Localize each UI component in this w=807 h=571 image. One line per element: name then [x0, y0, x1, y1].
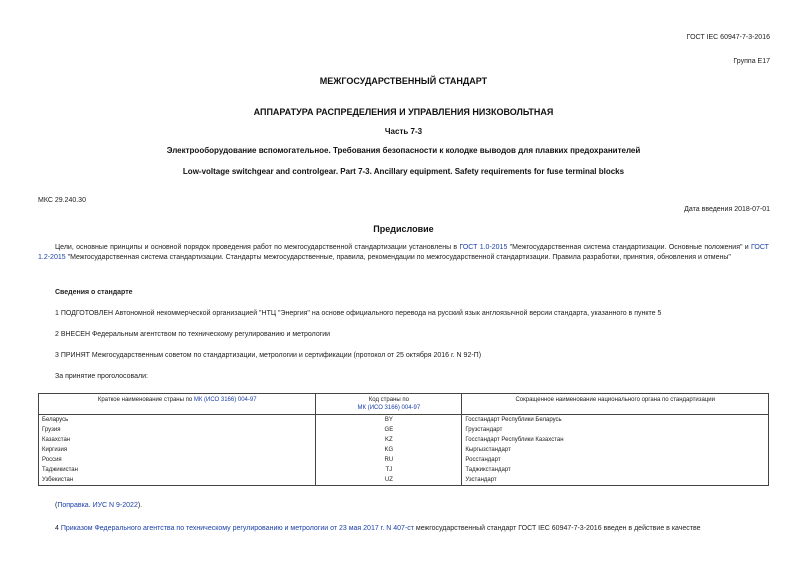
code-cell: TJ — [316, 465, 462, 475]
order-text: межгосударственный стандарт ГОСТ IEC 60947-7-3-2016 введен в действие в качестве — [413, 525, 701, 532]
column-header-country — [39, 394, 316, 415]
body-cell: Госстандарт Республики Беларусь — [462, 415, 769, 426]
table-row — [39, 415, 769, 426]
body-cell: Кыргызстандарт — [462, 445, 769, 455]
intro-text-part: "Межгосударственная система стандартизации. Стандарты межгосударственные, правила, рекомендации по межгосударственной стандартизации. Правила разработки, принятия, обновления и отмены" — [65, 254, 731, 261]
amendment-note — [55, 502, 142, 509]
voting-countries-table — [38, 393, 769, 486]
subtitle-english: Low-voltage switchgear and controlgear. Part 7-3. Ancillary equipment. Safety requirements for fuse terminal blocks — [182, 167, 625, 176]
code-cell: RU — [316, 455, 462, 465]
table-row — [39, 465, 769, 475]
body-cell: Таджикстандарт — [462, 465, 769, 475]
gost-1-2-link[interactable]: ГОСТ 1.2-2015 — [38, 244, 769, 261]
standard-info-heading: Сведения о стандарте — [55, 289, 133, 296]
amendment-link[interactable]: Поправка. ИУС N 9-2022 — [57, 502, 138, 509]
body-cell: Грузстандарт — [462, 425, 769, 435]
preface-intro-paragraph — [38, 243, 769, 263]
country-cell: Грузия — [39, 425, 316, 435]
table-row — [39, 435, 769, 445]
group-code: Группа Е17 — [733, 58, 770, 65]
code-cell: KG — [316, 445, 462, 455]
standard-type-heading: МЕЖГОСУДАРСТВЕННЫЙ СТАНДАРТ — [319, 76, 488, 86]
body-cell: Госстандарт Республики Казахстан — [462, 435, 769, 445]
item-number: 4 — [55, 525, 61, 532]
country-cell: Киргизия — [39, 445, 316, 455]
subtitle-russian: Электрооборудование вспомогательное. Требования безопасности к колодке выводов для плавких предохранителей — [166, 146, 641, 155]
code-cell: KZ — [316, 435, 462, 445]
intro-text-part: Цели, основные принципы и основной порядок проведения работ по межгосударственной стандартизации установлены в — [55, 244, 460, 251]
gost-1-0-link[interactable]: ГОСТ 1.0-2015 — [459, 244, 508, 251]
code-cell: GE — [316, 425, 462, 435]
table-row — [39, 425, 769, 435]
code-cell: BY — [316, 415, 462, 426]
amendment-paren: ( — [55, 502, 58, 509]
document-id: ГОСТ IEC 60947-7-3-2016 — [686, 34, 770, 41]
header-text: Краткое наименование страны по — [97, 397, 194, 403]
table-row — [39, 455, 769, 465]
intro-text-part: "Межгосударственная система стандартизации. Основные положения" и — [507, 244, 752, 251]
table-row — [39, 475, 769, 486]
voted-label: За принятие проголосовали: — [55, 373, 148, 380]
mks-code: МКС 29.240.30 — [38, 197, 86, 204]
standard-title: АППАРАТУРА РАСПРЕДЕЛЕНИЯ И УПРАВЛЕНИЯ НИЗКОВОЛЬТНАЯ — [253, 107, 554, 117]
item-submitted: 2 ВНЕСЕН Федеральным агентством по техническому регулированию и метрологии — [55, 331, 331, 338]
introduction-date: Дата введения 2018-07-01 — [684, 206, 770, 213]
order-link[interactable]: Приказом Федерального агентства по техническому регулированию и метрологии от 23 мая 2017 г. N 407-ст — [60, 525, 414, 532]
table-row — [39, 445, 769, 455]
preface-heading: Предисловие — [373, 224, 434, 234]
mk-iso-3166-link[interactable]: МК (ИСО 3166) 004-97 — [193, 397, 257, 403]
country-cell: Казахстан — [39, 435, 316, 445]
body-cell: Узстандарт — [462, 475, 769, 486]
amendment-paren: ). — [137, 502, 143, 509]
code-cell: UZ — [316, 475, 462, 486]
part-number: Часть 7-3 — [384, 127, 423, 136]
body-cell: Росстандарт — [462, 455, 769, 465]
column-header-code — [316, 394, 462, 415]
column-header-body: Сокращенное наименование национального органа по стандартизации — [462, 394, 769, 415]
header-text: Код страны по — [368, 397, 409, 403]
country-cell: Таджикистан — [39, 465, 316, 475]
item-adopted: 3 ПРИНЯТ Межгосударственным советом по стандартизации, метрологии и сертификации (протокол от 25 октября 2016 г. N 92-П) — [55, 352, 482, 359]
mk-iso-3166-link[interactable]: МК (ИСО 3166) 004-97 — [357, 405, 421, 411]
country-cell: Беларусь — [39, 415, 316, 426]
country-cell: Россия — [39, 455, 316, 465]
item-prepared: 1 ПОДГОТОВЛЕН Автономной некоммерческой организацией "НТЦ "Энергия" на основе официального перевода на русский язык англоязычной версии стандарта, указанного в пункте 5 — [55, 310, 662, 317]
item-order-paragraph — [38, 524, 769, 534]
country-cell: Узбекистан — [39, 475, 316, 486]
